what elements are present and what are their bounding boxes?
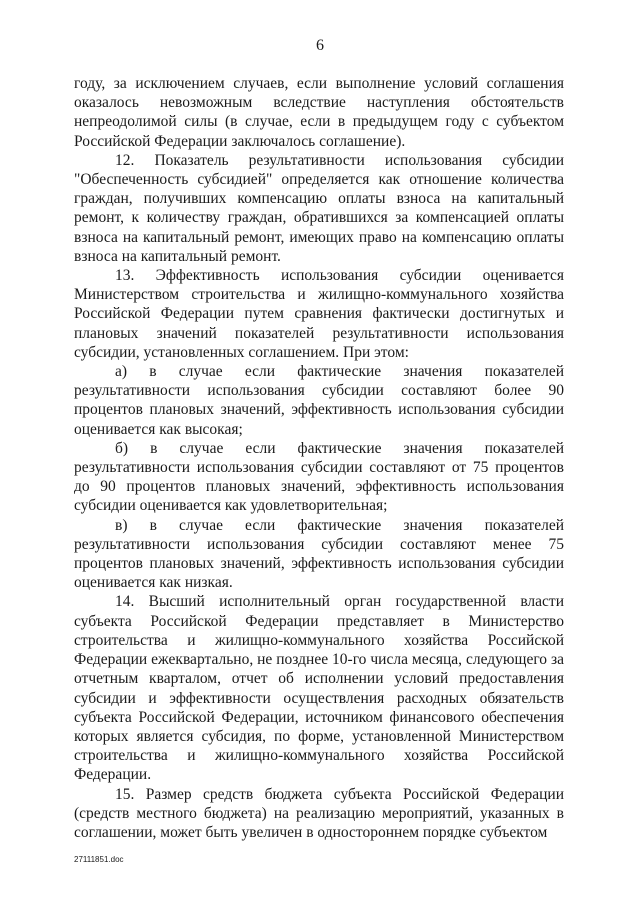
paragraph-13c-low: в) в случае если фактические значения показателей результативности использования субсидии составляют менее 75 процентов плановых значений, эффективность использования субсидии оценивается как низкая. [74,516,564,592]
paragraph-14-reporting: 14. Высший исполнительный орган государственной власти субъекта Российской Федерации представляет в Министерство строительства и жилищно-коммунального хозяйства Российской Федерации ежеквартально, не позднее 10-го числа месяца, следующего за отчетным кварталом, отчет об исполнении условий предоставления субсидии и эффективности осуществления расходных обязательств субъекта Российской Федерации, источником финансового обеспечения которых является субсидия, по форме, установленной Министерством строительства и жилищно-коммунального хозяйства Российской Федерации. [74,593,564,784]
paragraph-13b-satisfactory: б) в случае если фактические значения показателей результативности использования субсидии составляют от 75 процентов до 90 процентов плановых значений, эффективность использования субсидии оценивается как удовлетворительная; [74,439,564,515]
footer-document-code: 27111851.doc [74,855,124,864]
paragraph-13-efficiency-assessment: 13. Эффективность использования субсидии оценивается Министерством строительства и жилищно-коммунального хозяйства Российской Федерации путем сравнения фактически достигнутых и плановых значений показателей результативности использования субсидии, установленных соглашением. При этом: [74,267,564,361]
paragraph-continuation: году, за исключением случаев, если выполнение условий соглашения оказалось невозможным вследствие наступления обстоятельств непреодолимой силы (в случае, если в предыдущем году с субъектом Российской Федерации заключалось соглашение). [74,75,564,150]
paragraph-15-budget-increase: 15. Размер средств бюджета субъекта Российской Федерации (средств местного бюджета) на реализацию мероприятий, указанных в соглашении, может быть увеличен в одностороннем порядке субъектом [74,785,564,841]
paragraph-12-performance-indicator: 12. Показатель результативности использования субсидии "Обеспеченность субсидией" определяется как отношение количества граждан, получивших компенсацию оплаты взноса на капитальный ремонт, к количеству граждан, обратившихся за компенсацией оплаты взноса на капитальный ремонт, имеющих право на компенсацию оплаты взноса на капитальный ремонт. [74,151,564,265]
paragraph-13a-high: а) в случае если фактические значения показателей результативности использования субсидии составляют более 90 процентов плановых значений, эффективность использования субсидии оценивается как высокая; [74,363,564,438]
page-number: 6 [316,37,324,54]
document-body [74,74,564,842]
